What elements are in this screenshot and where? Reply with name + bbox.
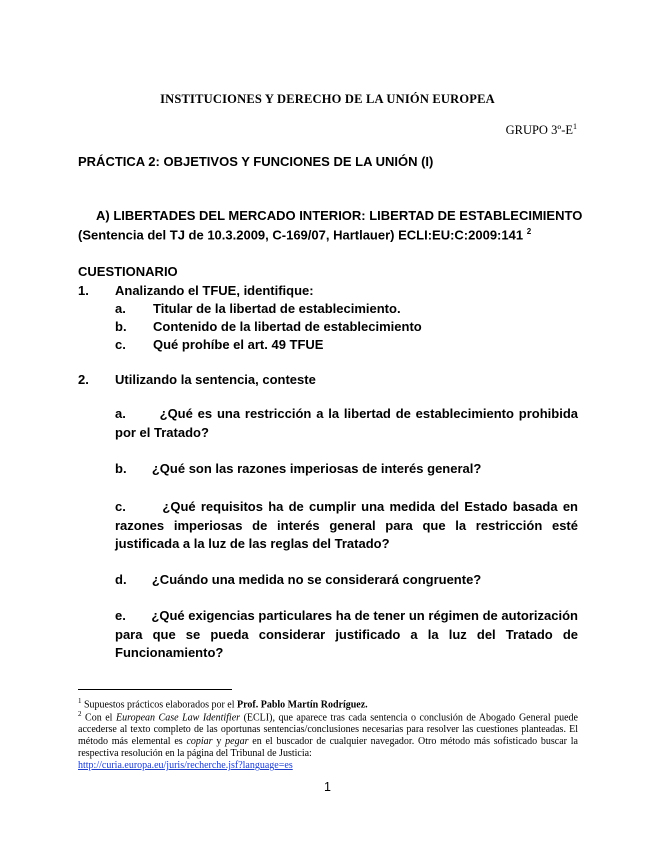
question-1-number: 1. [78,283,89,298]
q2-item-text: ¿Qué es una restricción a la libertad de establecimiento prohibida por el Tratado? [115,406,578,440]
q2-item-e [115,607,578,663]
footnote-separator [78,689,232,690]
q2-item-text: ¿Qué son las razones imperiosas de interés general? [151,461,482,476]
footnote-1-marker: 1 [78,697,82,705]
citation-text: (Sentencia del TJ de 10.3.2009, C-169/07, Hartlauer) ECLI:EU:C:2009:141 [78,227,524,243]
q2-item-letter: c. [115,499,126,514]
q1-item-letter: b. [115,319,127,334]
q1-item-text: Qué prohíbe el art. 49 TFUE [153,337,324,352]
footnote-2-text: y [212,736,226,748]
footnote-2-text: en el buscador de cualquier navegador. Otro método más sofisticado buscar la respectiva resolución en la página del Tribunal de Justicia: [78,736,578,760]
q2-item-b [115,460,578,479]
q2-item-letter: d. [115,572,127,587]
q2-item-d [115,571,578,590]
footnote-2-marker: 2 [78,710,82,718]
q1-item-letter: c. [115,337,126,352]
footnote-ref-1: 1 [573,122,577,131]
q2-item-a [115,405,578,442]
group-label [506,122,577,138]
group-text: GRUPO 3º-E [505,123,573,138]
footnote-1-author: Prof. Pablo Martín Rodríguez. [237,699,368,711]
footnote-ref-2: 2 [526,227,532,236]
footnote-2-text: Con el [85,712,116,724]
footnote-2-text: (ECLI), que aparece tras cada sentencia o conclusión de Abogado General puede accederse al texto completo de las oportunas sentencias/conclusiones necesarias para resolver las cuestiones planteadas. El método más elemental es [78,712,578,748]
footnote-1-text: Supuestos prácticos elaborados por el [84,699,238,711]
q1-item-text: Titular de la libertad de establecimiento. [153,301,401,316]
q2-item-letter: a. [115,406,126,421]
question-1-text: Analizando el TFUE, identifique: [115,283,314,298]
q2-item-text: ¿Qué exigencias particulares ha de tener un régimen de autorización para que se pueda considerar justificado a la luz del Tratado de Funcionamiento? [115,608,578,660]
footnote-2-ecli-term: European Case Law Identifier [115,712,241,724]
page-number: 1 [324,780,331,794]
document-title: INSTITUCIONES Y DERECHO DE LA UNIÓN EUROPEA [160,92,495,106]
q1-item-letter: a. [115,301,126,316]
q2-item-c [115,498,578,554]
section-citation [78,227,531,242]
q2-item-letter: e. [115,608,126,623]
footnote-2-paste-term: pegar [225,736,249,748]
questionnaire-heading: CUESTIONARIO [78,264,178,279]
q2-item-text: ¿Qué requisitos ha de cumplir una medida del Estado basada en razones imperiosas de interés general para que la restricción esté justificada a la luz de las reglas del Tratado? [115,499,578,551]
footnote-2 [78,708,578,772]
q1-item-text: Contenido de la libertad de establecimiento [153,319,422,334]
q2-item-text: ¿Cuándo una medida no se considerará congruente? [151,572,482,587]
footnote-2-copy-term: copiar [186,736,213,748]
question-2-number: 2. [78,372,89,387]
question-2-text: Utilizando la sentencia, conteste [115,372,316,387]
curia-search-link[interactable]: http://curia.europa.eu/juris/recherche.jsf?language=es [78,760,293,772]
section-heading: A) LIBERTADES DEL MERCADO INTERIOR: LIBERTAD DE ESTABLECIMIENTO [96,208,583,223]
practice-title: PRÁCTICA 2: OBJETIVOS Y FUNCIONES DE LA UNIÓN (I) [78,154,434,169]
q2-item-letter: b. [115,461,127,476]
